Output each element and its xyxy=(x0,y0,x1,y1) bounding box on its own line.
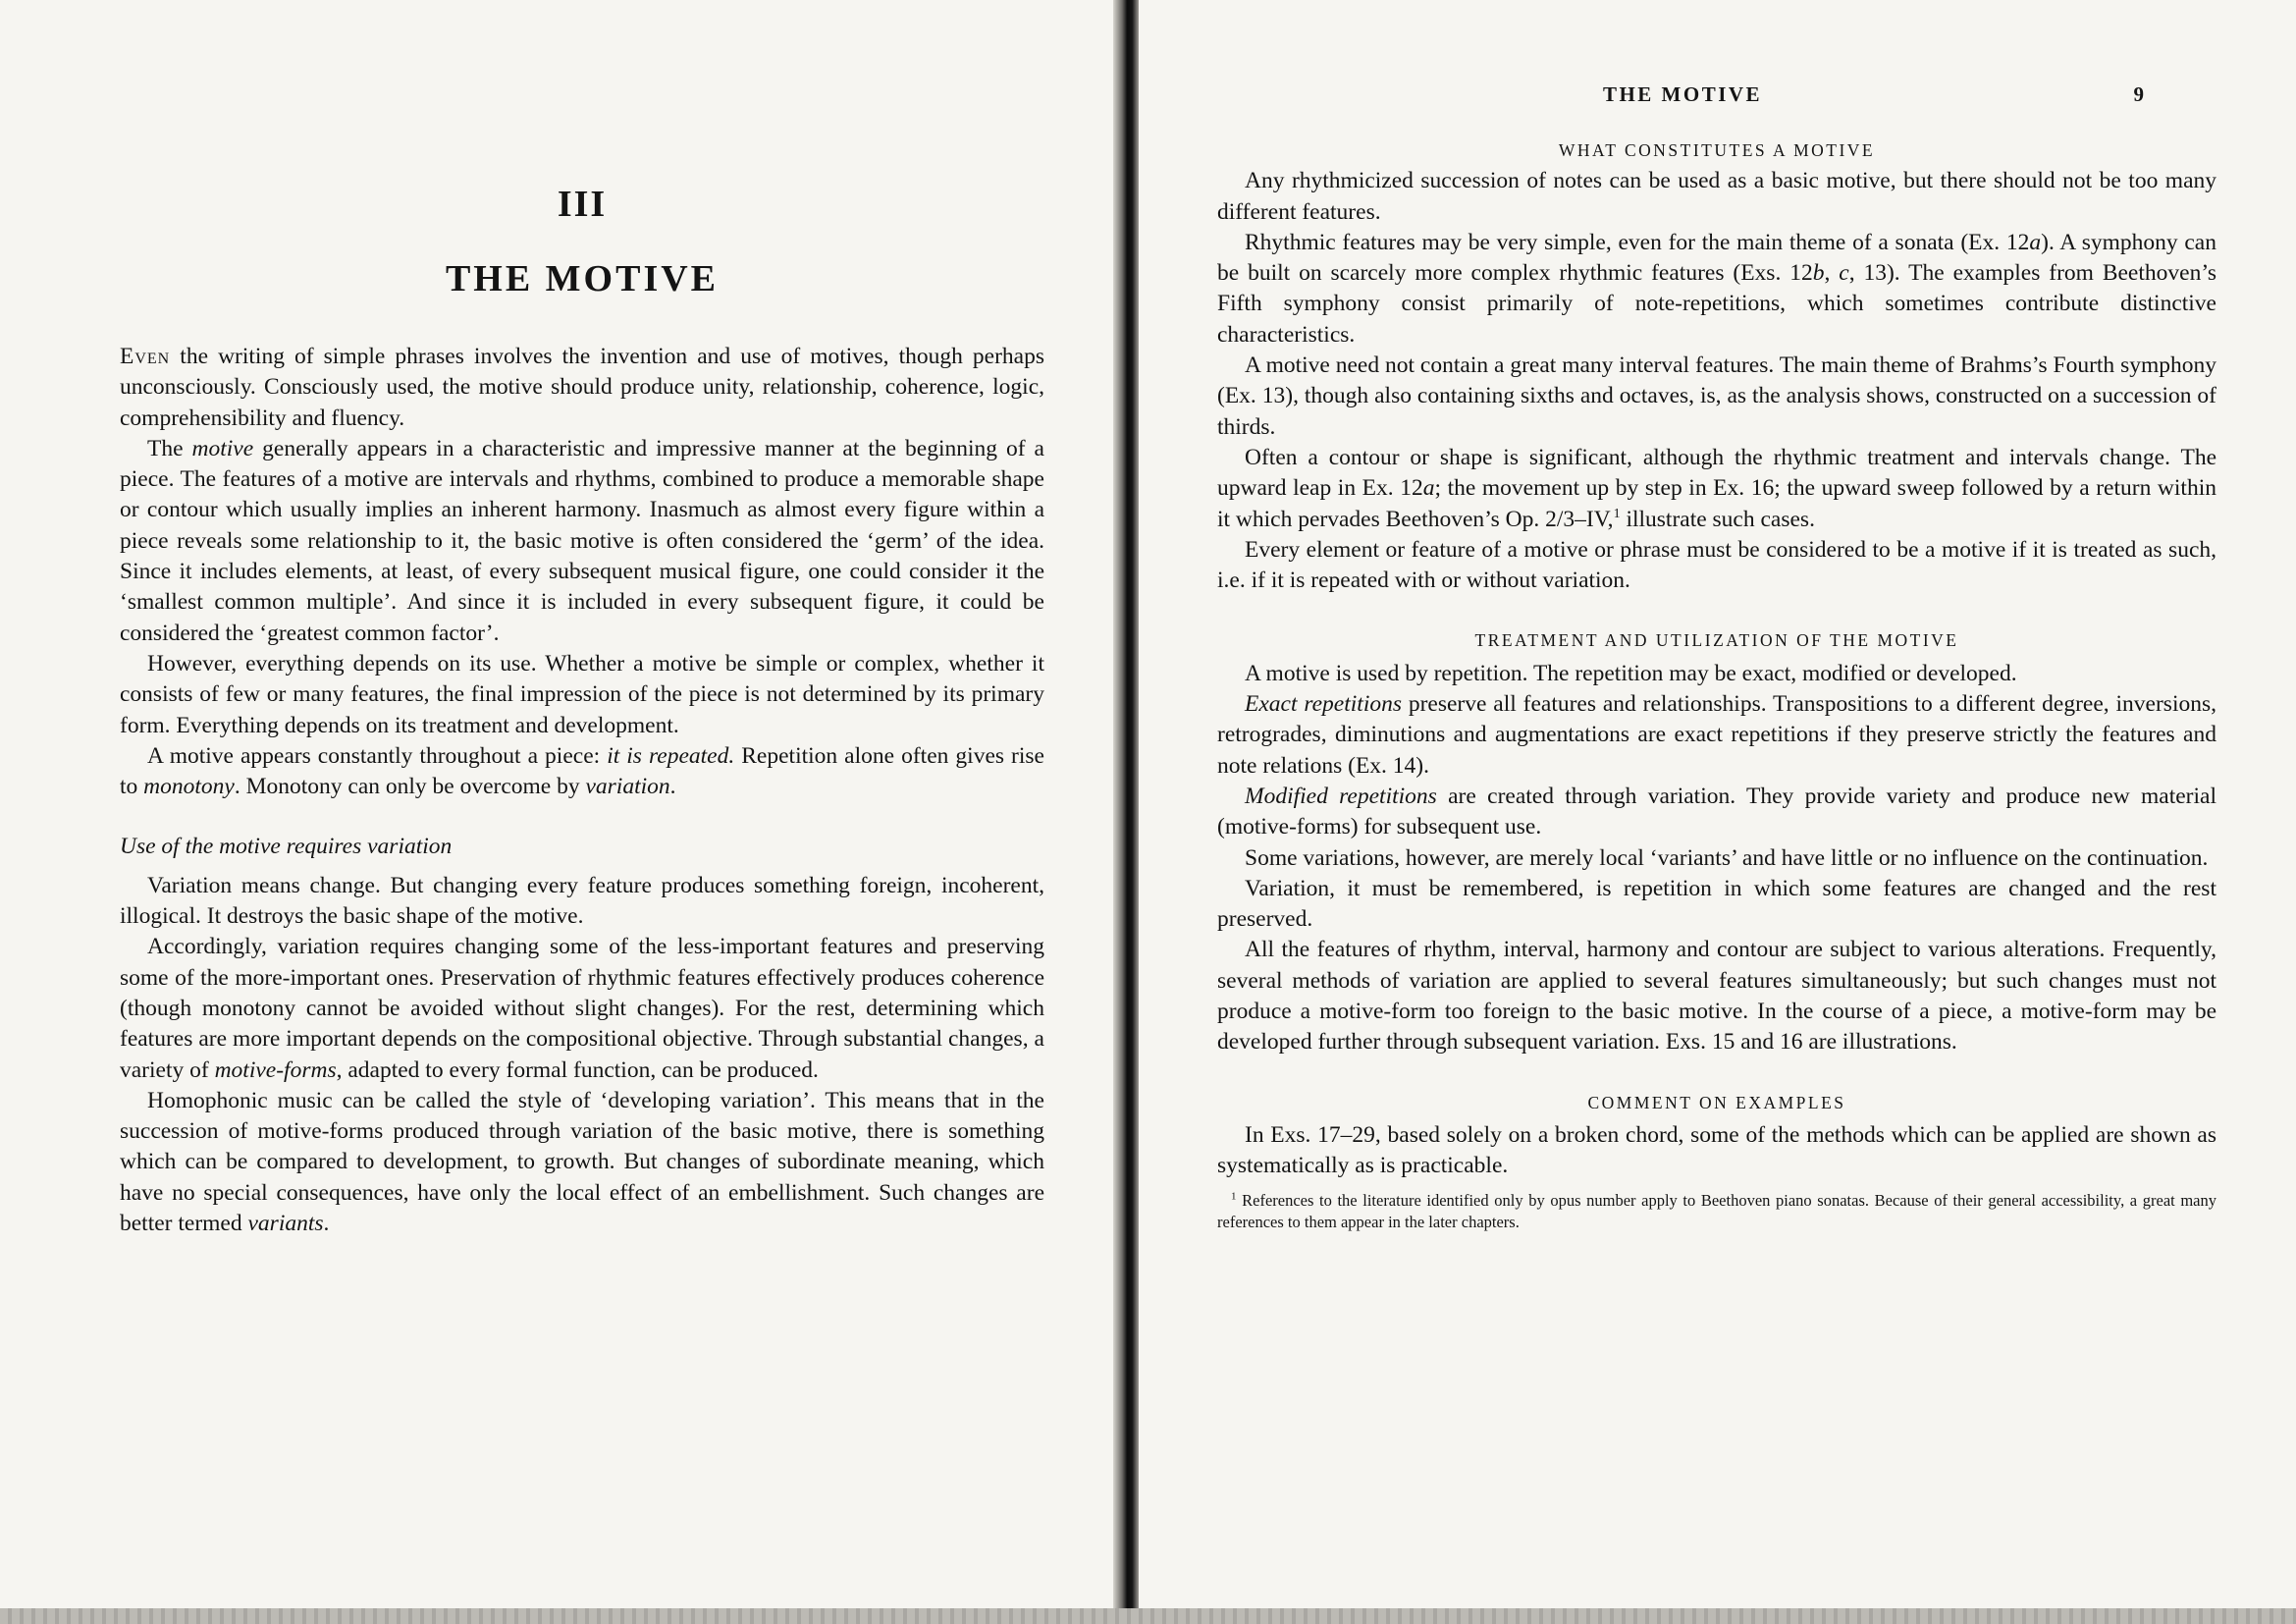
right-page-content xyxy=(1139,0,2296,1624)
paragraph: Even the writing of simple phrases involves the invention and use of motives, though perhaps unconsciously. Consciously used, the motive should produce unity, relationship, coherence, logic, comprehensibility and fluency. xyxy=(120,344,1044,431)
section-heading: WHAT CONSTITUTES A MOTIVE xyxy=(1558,140,1876,160)
left-body-text xyxy=(120,342,1044,1239)
chapter-number: III xyxy=(557,184,608,225)
section-heading: TREATMENT AND UTILIZATION OF THE MOTIVE xyxy=(1474,630,1959,651)
paragraph: However, everything depends on its use. Whether a motive be simple or complex, whether it consists of few or many features, the final impression of the piece is not determined by its primary form. Everything depends on its treatment and development. xyxy=(120,650,1044,738)
footnote-mark: 1 xyxy=(1231,1190,1237,1202)
paragraph: Accordingly, variation requires changing some of the less-important features and preserving some of the more-important ones. Preservation of rhythmic features effectively produces coherence (though monotony cannot be avoided without slight changes). For the rest, determining which features are more important depends on the compositional objective. Through substantial changes, a variety of motive-forms, adapted to every formal function, can be produced. xyxy=(120,934,1044,1083)
paragraph: Exact repetitions preserve all features and relationships. Transpositions to a different degree, inversions, retrogrades, diminutions and augmentations are exact repetitions if they preserve strictly the features and note relations (Ex. 14). xyxy=(1217,691,2216,779)
running-head-title: THE MOTIVE xyxy=(1602,82,1763,106)
paragraph: In Exs. 17–29, based solely on a broken chord, some of the methods which can be applied are shown as systematically as is practicable. xyxy=(1217,1121,2216,1179)
paragraph: Any rhythmicized succession of notes can be used as a basic motive, but there should not be too many different features. xyxy=(1217,168,2216,225)
paragraph: Modified repetitions are created through variation. They provide variety and produce new material (motive-forms) for subsequent use. xyxy=(1217,783,2216,840)
paragraph: Variation, it must be remembered, is repetition in which some features are changed and the rest preserved. xyxy=(1217,875,2216,933)
paragraph: A motive need not contain a great many interval features. The main theme of Brahms’s Fourth symphony (Ex. 13), though also containing sixths and octaves, is, as the analysis shows, constructed on a succession of thirds. xyxy=(1217,352,2216,440)
section-heading: COMMENT ON EXAMPLES xyxy=(1587,1092,1846,1112)
chapter-title: THE MOTIVE xyxy=(445,258,720,299)
paragraph: A motive appears constantly throughout a piece: it is repeated. Repetition alone often gives rise to monotony. Monotony can only be overcome by variation. xyxy=(120,742,1044,800)
left-page xyxy=(0,0,1113,1624)
book-gutter xyxy=(1113,0,1139,1624)
footnote-ref: 1 xyxy=(1613,506,1621,521)
subheading: Use of the motive requires variation xyxy=(120,834,453,860)
right-body-text xyxy=(1217,135,2216,1233)
footnote: $^1$ References to the literature identified only by opus number apply to Beethoven piano sonatas. Because of their general accessibility, a great many references to them appear in the later chapters. xyxy=(1217,1190,2216,1231)
paragraph: All the features of rhythm, interval, harmony and contour are subject to various alterations. Frequently, several methods of variation are applied to several features simultaneously; but such changes must not produce a motive-form too foreign to the basic motive. In the course of a piece, a motive-form may be developed further through subsequent variation. Exs. 15 and 16 are illustrations. xyxy=(1217,937,2216,1056)
paragraph: Variation means change. But changing every feature produces something foreign, incoherent, illogical. It destroys the basic shape of the motive. xyxy=(120,872,1044,930)
paragraph: Some variations, however, are merely local ‘variants’ and have little or no influence on the continuation. xyxy=(1245,844,2209,871)
page-edge-strip xyxy=(0,1608,2296,1624)
paragraph: The motive generally appears in a characteristic and impressive manner at the beginning of a piece. The features of a motive are intervals and rhythms, combined to produce a memorable shape or contour which usually implies an inherent harmony. Inasmuch as almost every figure within a piece reveals some relationship to it, the basic motive is often considered the ‘germ’ of the idea. Since it includes elements, at least, of every subsequent musical figure, one could consider it the ‘smallest common multiple’. And since it is included in every subsequent figure, it could be considered the ‘greatest common factor’. xyxy=(120,435,1044,646)
paragraph: Often a contour or shape is significant, although the rhythmic treatment and intervals change. The upward leap in Ex. 12a; the movement up by step in Ex. 16; the upward sweep followed by a return within it which pervades Beethoven’s Op. 2/3–IV,$^1$ illustrate such cases. xyxy=(1217,444,2216,532)
paragraph: Every element or feature of a motive or phrase must be considered to be a motive if it is treated as such, i.e. if it is repeated with or without variation. xyxy=(1217,536,2216,594)
page-number: 9 xyxy=(2133,82,2144,106)
paragraph: Homophonic music can be called the style of ‘developing variation’. This means that in the succession of motive-forms produced through variation of the basic motive, there is something which can be compared to development, to growth. But changes of subordinate meaning, which have no special consequences, have only the local effect of an embellishment. Such changes are better termed variants. xyxy=(120,1087,1044,1237)
paragraph: Rhythmic features may be very simple, even for the main theme of a sonata (Ex. 12a). A symphony can be built on scarcely more complex rhythmic features (Exs. 12b, c, 13). The examples from Beethoven’s Fifth symphony consist primarily of note-repetitions, which sometimes contribute distinctive characteristics. xyxy=(1217,229,2216,348)
paragraph: A motive is used by repetition. The repetition may be exact, modified or developed. xyxy=(1245,660,2017,686)
drop-lead-word: Even xyxy=(120,344,171,369)
